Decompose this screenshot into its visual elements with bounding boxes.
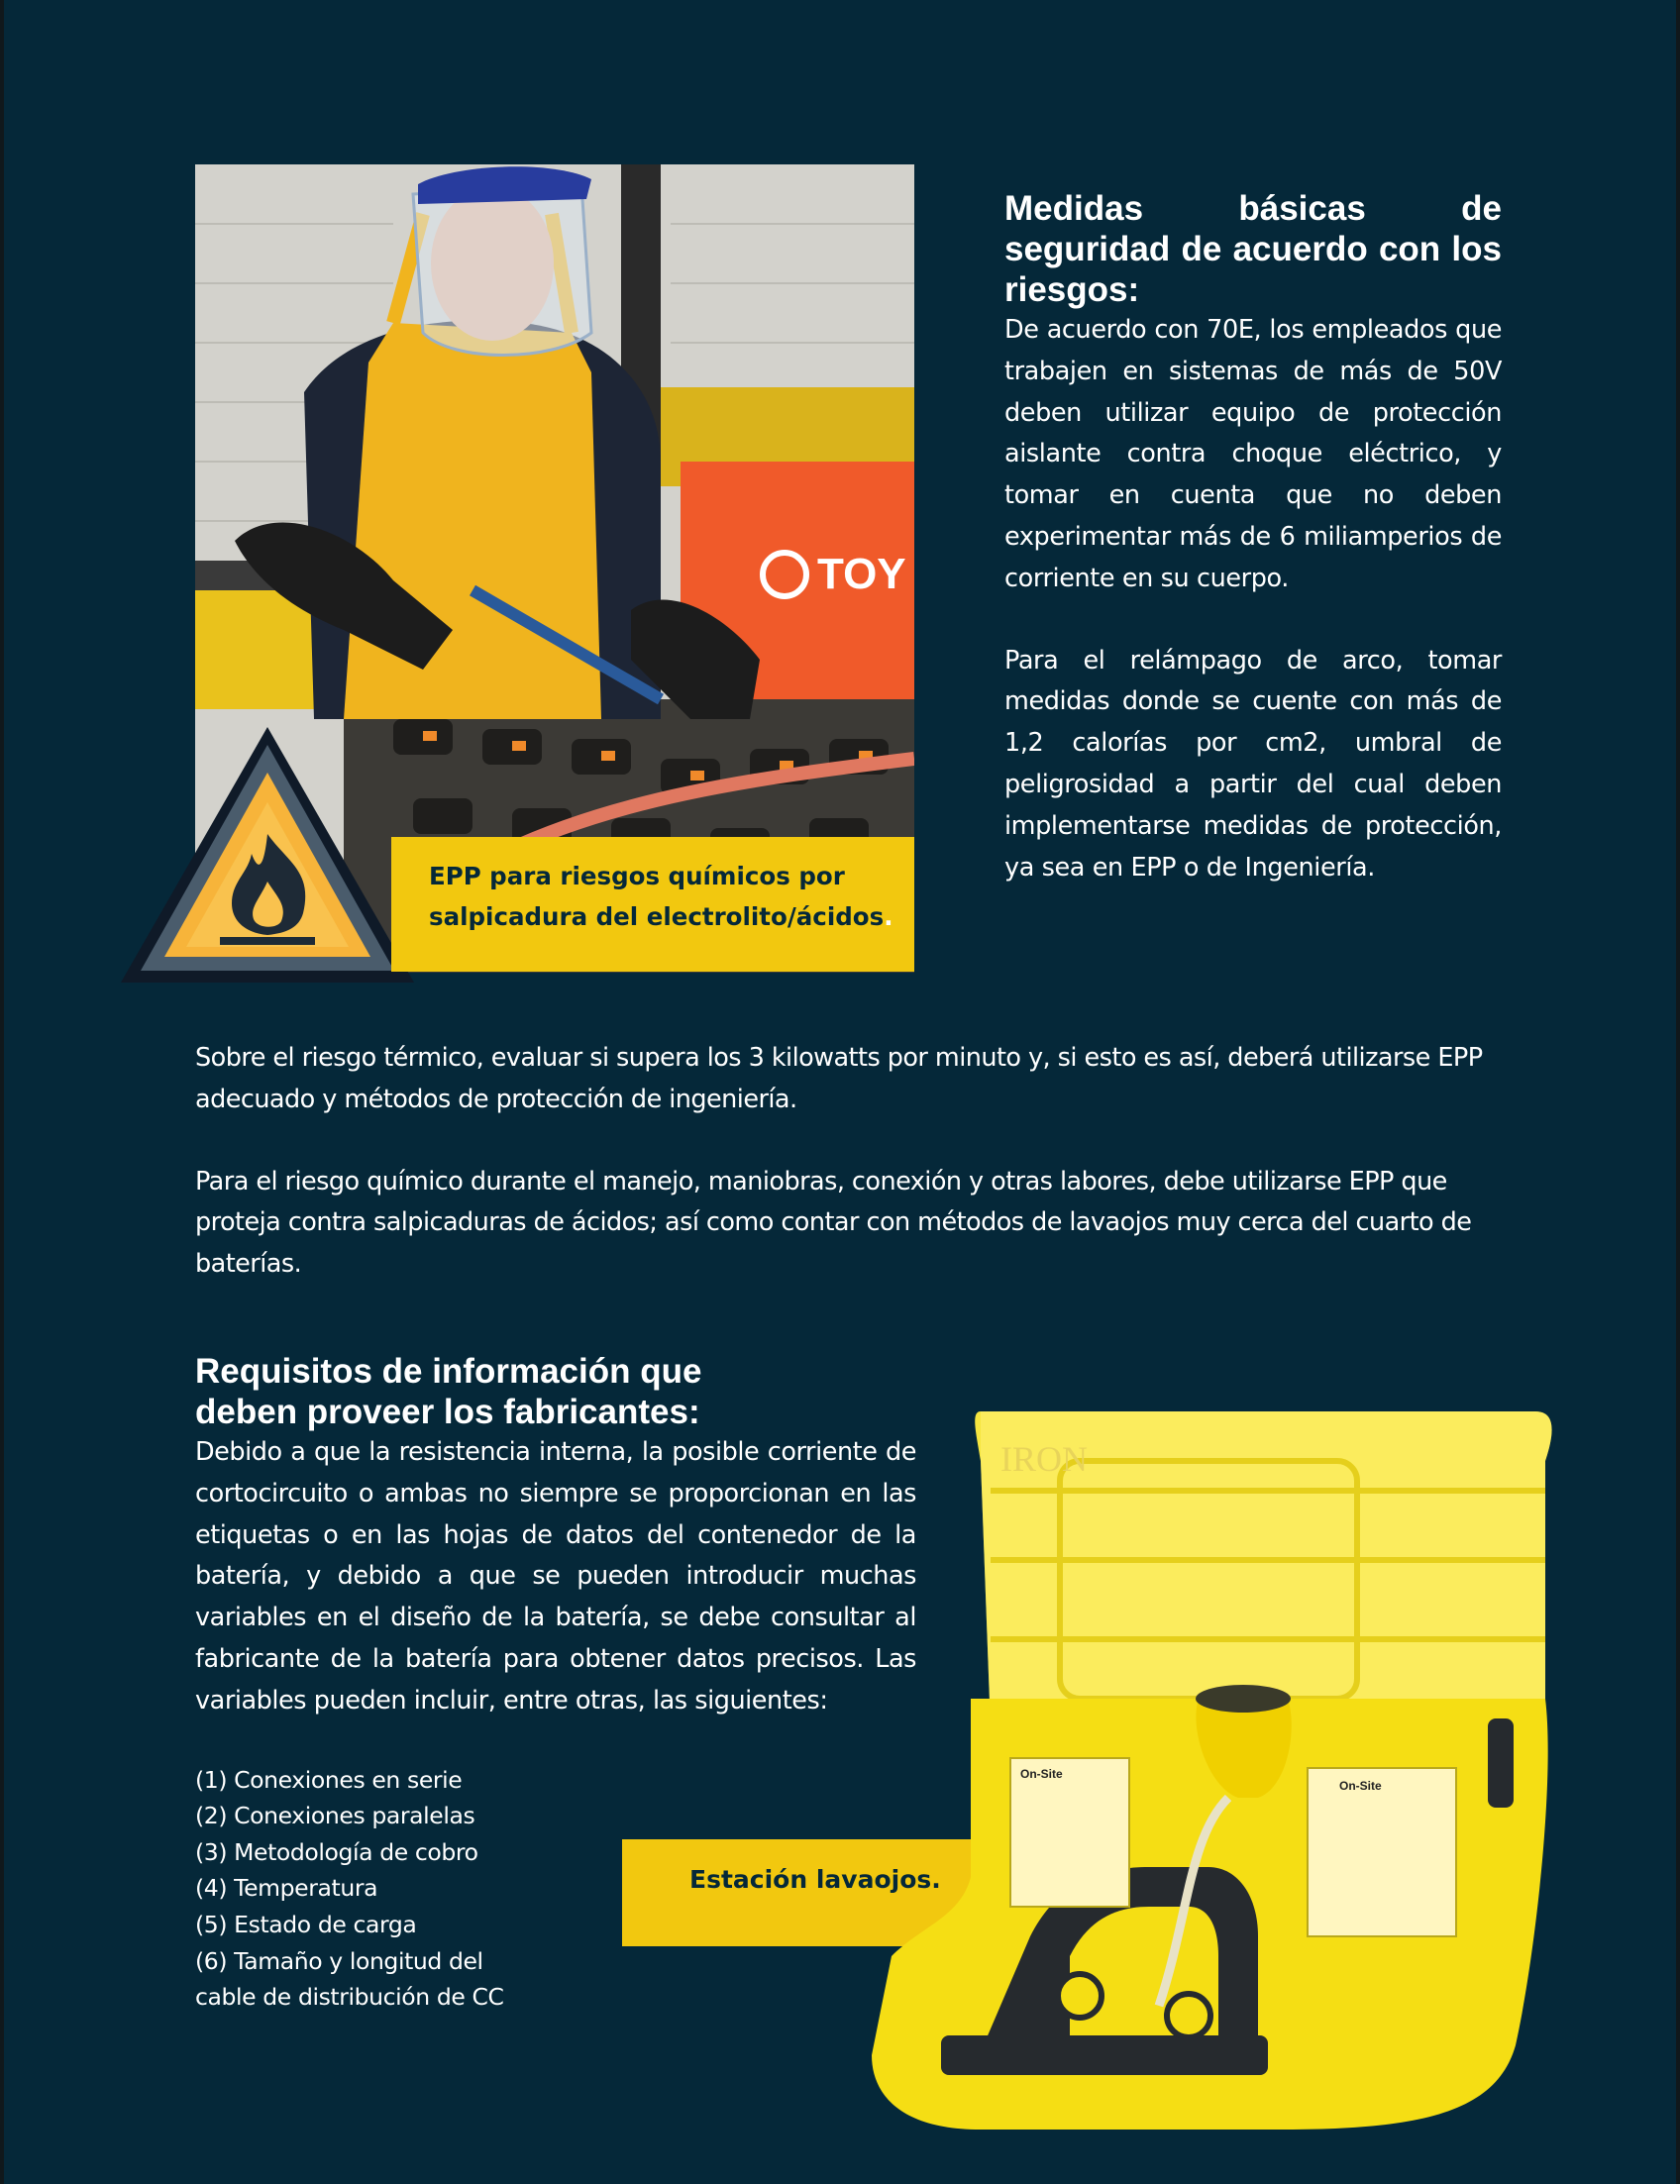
list-item: cable de distribución de CC — [195, 1983, 504, 2012]
basic-measures-paragraph-2: Para el relámpago de arco, tomar medidas donde se cuente con más de 1,2 calorías por cm2, umbral de peligrosidad a partir del cual deben implementarse medidas de protección, ya sea en EPP o de Ingeniería. — [1004, 645, 1502, 883]
tank-embossed-text: IRON — [1000, 1439, 1088, 1479]
risk-paragraphs — [195, 1038, 1513, 1286]
station-brand-left: On-Site — [1020, 1767, 1063, 1781]
flammable-hazard-icon — [119, 723, 416, 986]
list-item: (4) Temperatura — [195, 1874, 378, 1903]
basic-measures-paragraph-1: De acuerdo con 70E, los empleados que trabajen en sistemas de más de 50V deben utilizar equipo de protección aislante contra choque eléctrico, y tomar en cuenta que no deben experimentar más de 6 miliamperios de corriente en su cuerpo. — [1004, 315, 1502, 593]
manufacturer-requirements-heading — [195, 1351, 916, 1432]
manufacturer-requirements-paragraph: Debido a que la resistencia interna, la posible corriente de cortocircuito o ambas no siempre se proporcionan en las etiquetas o en las hojas de datos del contenedor de la batería, y debido a que se pueden introducir muchas variables en el diseño de la batería, se debe consultar al fabricante de la batería para obtener datos precisos. Las variables pueden incluir, entre otras, las siguientes: — [195, 1437, 916, 1716]
page-edge-left — [0, 0, 4, 2184]
list-item: (6) Tamaño y longitud del — [195, 1946, 483, 1975]
eyewash-caption: Estación lavaojos. — [622, 1839, 1008, 1946]
station-brand-right: On-Site — [1339, 1779, 1382, 1793]
page-edge-right — [1676, 0, 1680, 2184]
photo-signage: TOY — [817, 550, 906, 598]
chemical-risk-paragraph: Para el riesgo químico durante el manejo, maniobras, conexión y otras labores, debe utilizarse EPP que proteja contra salpicaduras de ácidos; así como contar con métodos de lavaojos muy cerca del cuarto de baterías. — [195, 1166, 1472, 1280]
heading-line-2: deben proveer los fabricantes: — [195, 1393, 700, 1431]
list-item: (3) Metodología de cobro — [195, 1837, 478, 1866]
caption-dot: . — [884, 902, 893, 931]
eyewash-station-photo — [862, 1402, 1555, 2134]
ppe-caption-text: EPP para riesgos químicos por salpicadura del electrolito/ácidos — [429, 862, 885, 931]
heading-line-1: Requisitos de información que — [195, 1352, 702, 1391]
thermal-risk-paragraph: Sobre el riesgo térmico, evaluar si supera los 3 kilowatts por minuto y, si esto es así, deberá utilizarse EPP adecuado y métodos de protección de ingeniería. — [195, 1043, 1483, 1114]
list-item: (2) Conexiones paralelas — [195, 1802, 475, 1830]
list-item: (5) Estado de carga — [195, 1910, 417, 1938]
ppe-photo-caption — [391, 837, 914, 972]
basic-measures-section — [1004, 188, 1502, 888]
basic-measures-heading: Medidas básicas de seguridad de acuerdo con los riesgos: — [1004, 189, 1502, 309]
list-item: (1) Conexiones en serie — [195, 1765, 463, 1794]
